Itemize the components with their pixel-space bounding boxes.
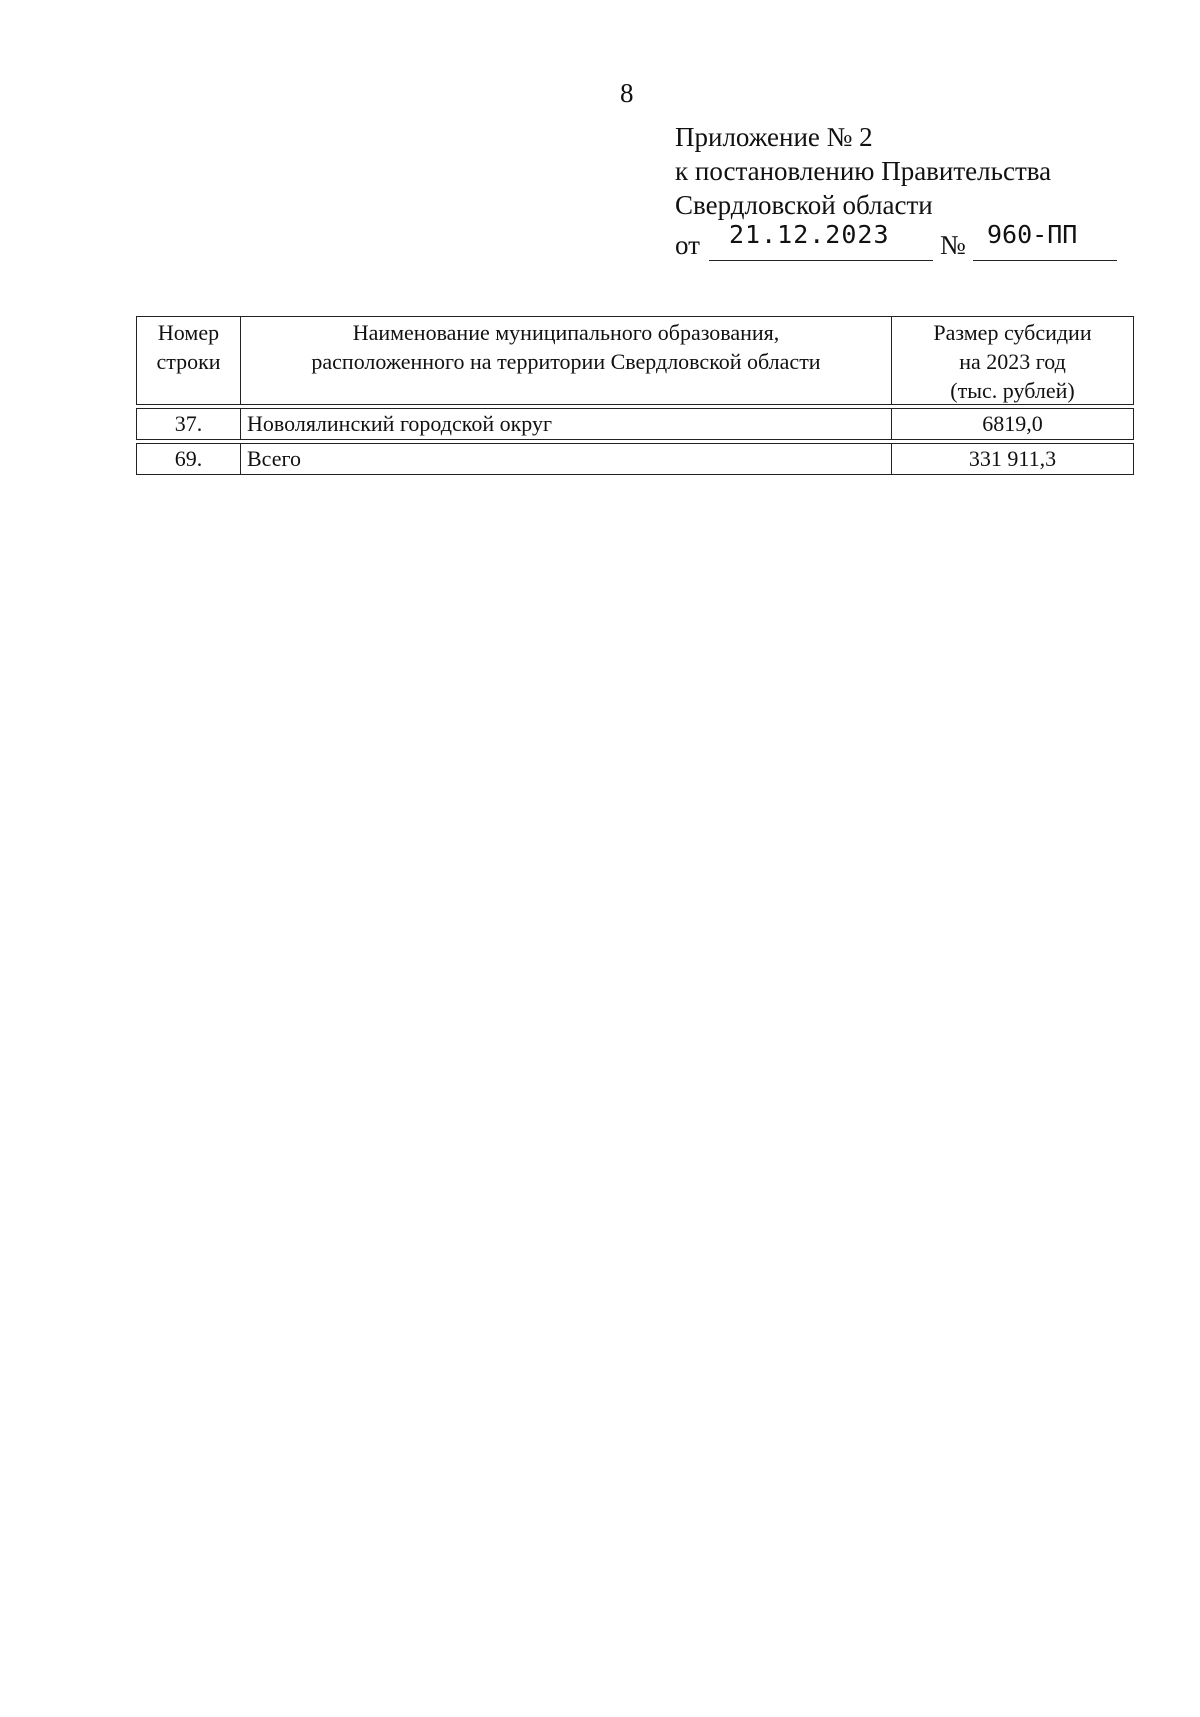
number-prefix: № — [940, 230, 966, 260]
municipality-name: Всего — [241, 443, 892, 475]
header-subsidy-line2: на 2023 год — [959, 349, 1066, 374]
appendix-region: Свердловской области — [675, 190, 933, 220]
page-number: 8 — [620, 78, 634, 108]
appendix-header — [675, 120, 1078, 262]
table-row-total — [136, 443, 1134, 475]
date-prefix: от — [675, 230, 700, 260]
subsidy-amount: 6819,0 — [892, 408, 1134, 440]
appendix-title: Приложение № 2 — [675, 122, 873, 152]
decree-date-line — [675, 220, 1078, 262]
subsidy-table-container — [136, 313, 1134, 478]
decree-date: 21.12.2023 — [729, 220, 890, 249]
header-municipality-name — [241, 316, 892, 405]
municipality-name: Новолялинский городской округ — [241, 408, 892, 440]
decree-number: 960-ПП — [987, 220, 1078, 249]
header-row-number — [136, 316, 241, 405]
decree-number-field — [973, 222, 1117, 261]
subsidy-amount: 331 911,3 — [892, 443, 1134, 475]
header-row-number-line1: Номер — [157, 320, 220, 345]
row-number: 69. — [136, 443, 241, 475]
subsidy-table — [136, 313, 1134, 478]
appendix-reference: к постановлению Правительства — [675, 156, 1052, 186]
header-municipality-line2: расположенного на территории Свердловской области — [311, 349, 821, 374]
table-row — [136, 408, 1134, 440]
header-municipality-line1: Наименование муниципального образования, — [352, 320, 780, 345]
header-subsidy-line3: (тыс. рублей) — [950, 378, 1075, 403]
row-number: 37. — [136, 408, 241, 440]
header-subsidy-line1: Размер субсидии — [933, 320, 1092, 345]
decree-date-field — [709, 222, 933, 261]
table-header-row — [136, 316, 1134, 405]
header-row-number-line2: строки — [156, 349, 221, 374]
header-subsidy-amount — [892, 316, 1134, 405]
